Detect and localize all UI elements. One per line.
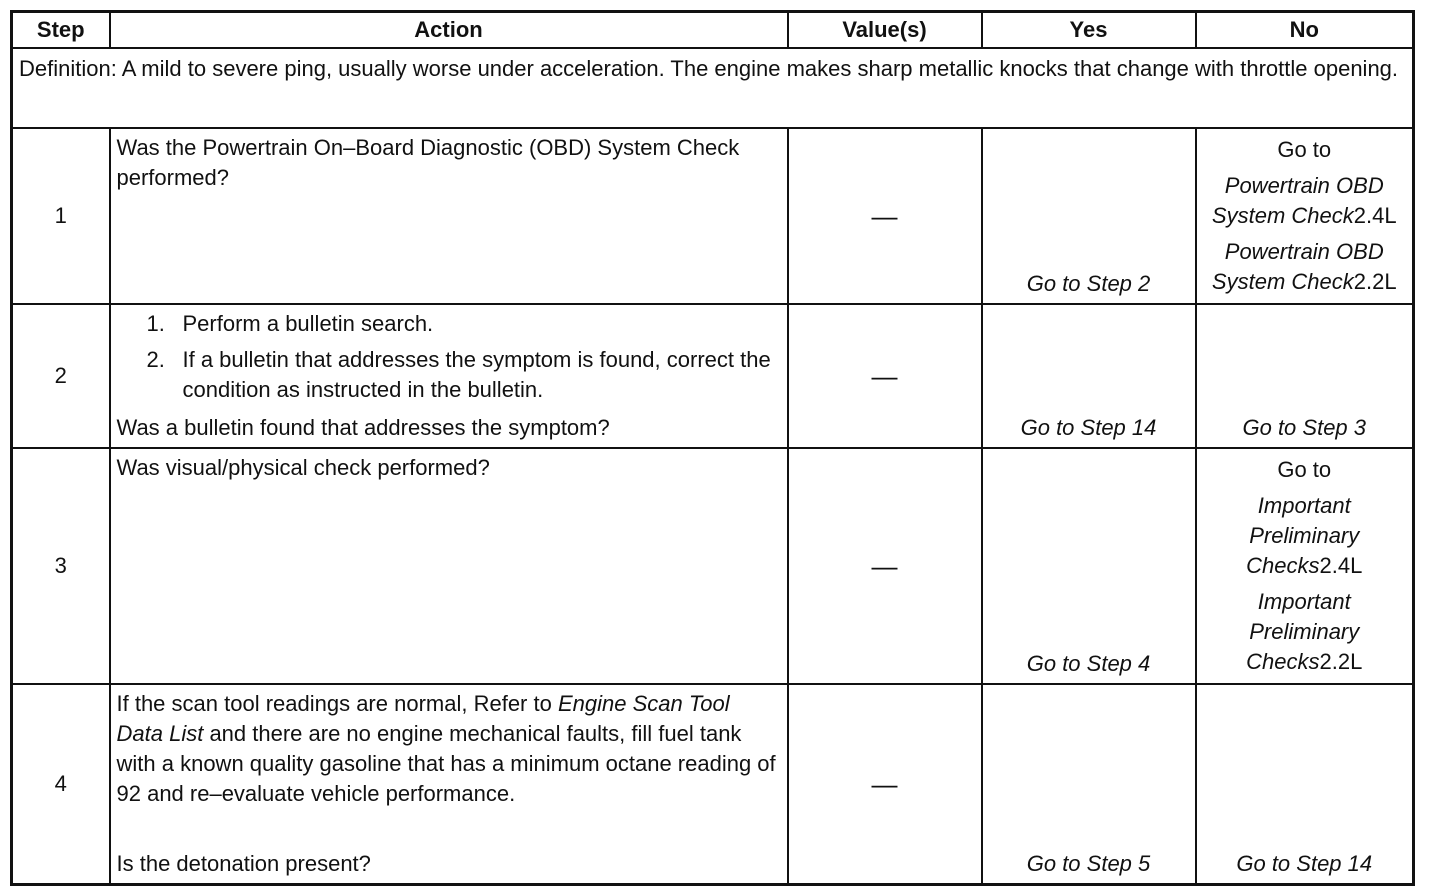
action-question: Is the detonation present? <box>116 850 371 876</box>
header-action: Action <box>110 12 788 49</box>
definition-row <box>12 48 1414 128</box>
no-link-22l[interactable]: Powertrain OBD System Check2.2L <box>1211 239 1397 294</box>
header-yes: Yes <box>982 12 1196 49</box>
header-values: Value(s) <box>788 12 982 49</box>
no-link-24l[interactable]: Important Preliminary Checks2.4L <box>1246 493 1363 578</box>
yes-link[interactable]: Go to Step 2 <box>1026 271 1151 296</box>
no-link[interactable]: Go to Step 3 <box>1242 415 1367 440</box>
step-number: 4 <box>12 684 110 884</box>
action-list <box>117 309 781 405</box>
value-cell: — <box>788 128 982 304</box>
no-link-22l[interactable]: Important Preliminary Checks2.2L <box>1246 589 1363 674</box>
yes-link[interactable]: Go to Step 14 <box>1020 415 1157 440</box>
definition-text: Definition: A mild to severe ping, usually worse under acceleration. The engine makes sharp metallic knocks that change with throttle opening. <box>12 48 1414 128</box>
list-item: 2. If a bulletin that addresses the symptom is found, correct the condition as instructed in the bulletin. <box>146 347 771 402</box>
action-text: Was the Powertrain On–Board Diagnostic (OBD) System Check performed? <box>110 128 788 304</box>
yes-cell <box>982 304 1196 448</box>
yes-cell <box>982 684 1196 884</box>
no-link-24l[interactable]: Powertrain OBD System Check2.4L <box>1211 173 1397 228</box>
table-row <box>12 684 1414 884</box>
yes-cell <box>982 448 1196 684</box>
no-goto-label: Go to <box>1277 137 1332 162</box>
action-cell <box>110 304 788 448</box>
action-question: Was a bulletin found that addresses the symptom? <box>116 415 610 440</box>
list-item: 1. Perform a bulletin search. <box>146 311 434 336</box>
table-row <box>12 128 1414 304</box>
table-row <box>12 304 1414 448</box>
step-number: 1 <box>12 128 110 304</box>
header-no: No <box>1196 12 1414 49</box>
action-text: Was visual/physical check performed? <box>110 448 788 684</box>
yes-cell <box>982 128 1196 304</box>
action-cell <box>110 684 788 884</box>
step-number: 3 <box>12 448 110 684</box>
value-cell: — <box>788 448 982 684</box>
no-cell <box>1196 684 1414 884</box>
table-row <box>12 448 1414 684</box>
diagnostic-table <box>10 10 1415 886</box>
step-number: 2 <box>12 304 110 448</box>
no-link[interactable]: Go to Step 14 <box>1236 850 1373 876</box>
no-goto-label: Go to <box>1277 457 1332 482</box>
no-cell <box>1196 304 1414 448</box>
yes-link[interactable]: Go to Step 5 <box>1026 850 1151 876</box>
no-cell <box>1196 128 1414 304</box>
header-step: Step <box>12 12 110 49</box>
value-cell: — <box>788 684 982 884</box>
scan-tool-data-link[interactable]: Engine Scan Tool Data List <box>116 691 730 746</box>
action-text: If the scan tool readings are normal, Refer to Engine Scan Tool Data List and there are no engine mechanical faults, fill fuel tank with a known quality gasoline that has a minimum octane reading of 92 and re–evaluate vehicle performance. <box>116 691 776 806</box>
no-cell <box>1196 448 1414 684</box>
yes-link[interactable]: Go to Step 4 <box>1026 651 1151 676</box>
value-cell: — <box>788 304 982 448</box>
header-row <box>12 12 1414 49</box>
